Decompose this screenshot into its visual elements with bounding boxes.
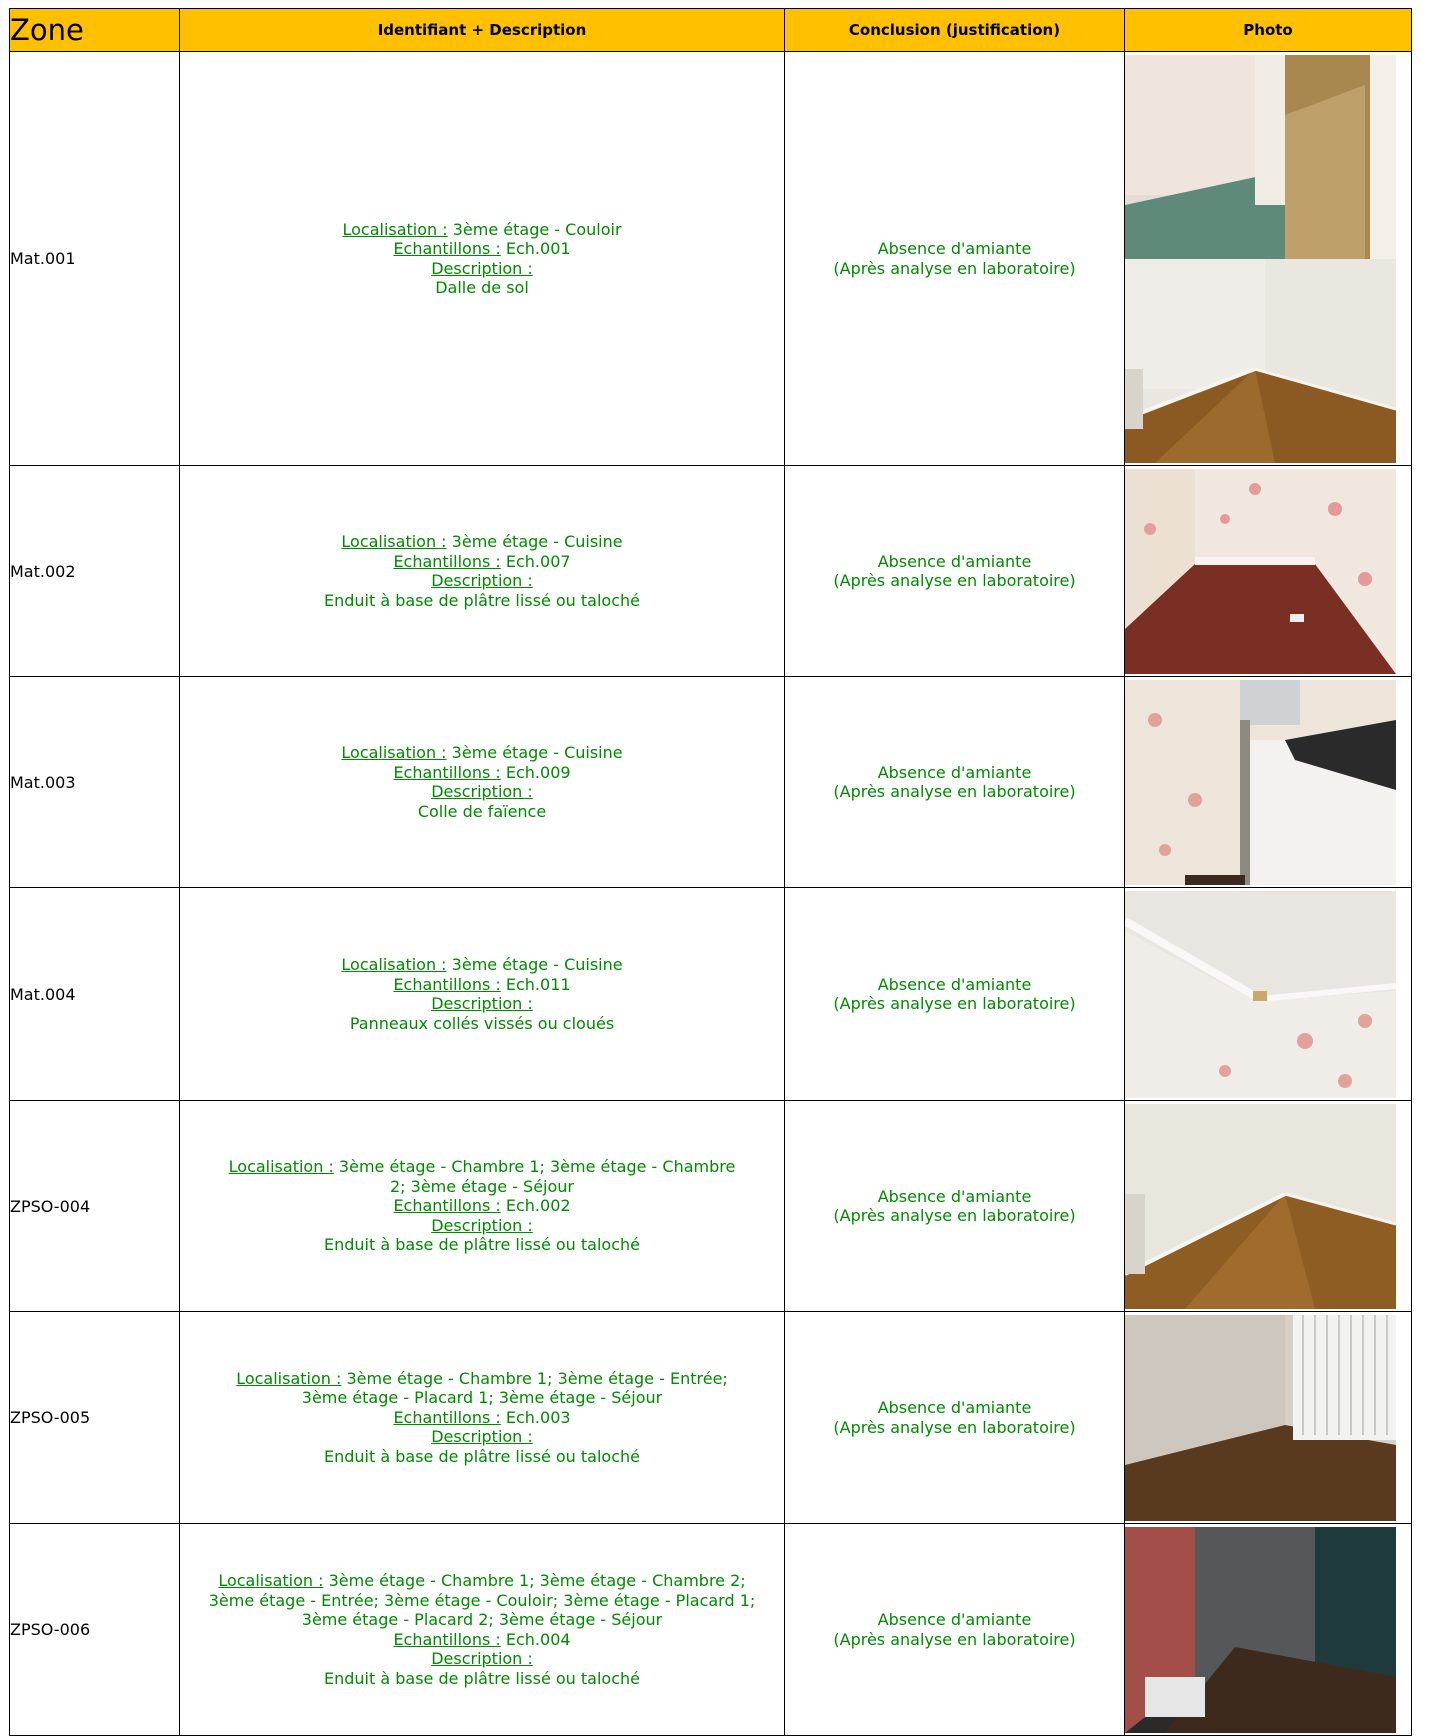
description-label: Description : <box>431 571 533 590</box>
localisation-label: Localisation : <box>341 532 447 551</box>
hall-green-carpet-photo[interactable] <box>1125 55 1396 259</box>
header-photo: Photo <box>1125 9 1412 52</box>
description-value: Dalle de sol <box>435 278 529 297</box>
conclusion-justification: (Après analyse en laboratoire) <box>833 1417 1076 1437</box>
photo-cell <box>1125 466 1412 677</box>
conclusion-result: Absence d'amiante <box>877 239 1032 258</box>
table-row <box>10 52 1412 466</box>
header-row <box>10 9 1412 52</box>
description-cell <box>180 1524 785 1736</box>
description-label: Description : <box>431 994 533 1013</box>
zone-cell: Mat.001 <box>10 52 180 466</box>
description-cell <box>180 466 785 677</box>
echantillons-label: Echantillons : <box>393 239 501 258</box>
conclusion-cell <box>785 466 1125 677</box>
localisation-value: 3ème étage - Chambre 1; 3ème étage - Chambre 2; 3ème étage - Entrée; 3ème étage - Couloir; 3ème étage - Placard 1; 3ème étage - Placard 2; 3ème étage - Séjour <box>208 1571 756 1629</box>
conclusion-cell <box>785 1101 1125 1312</box>
zone-cell: ZPSO-005 <box>10 1312 180 1524</box>
conclusion-justification: (Après analyse en laboratoire) <box>833 994 1076 1013</box>
description-cell <box>180 888 785 1101</box>
description-value: Enduit à base de plâtre lissé ou taloché <box>324 1668 640 1688</box>
ceiling-panel-photo[interactable] <box>1125 891 1396 1098</box>
description-label: Description : <box>431 1215 533 1235</box>
diagnostic-table <box>9 8 1412 1736</box>
localisation-value: 3ème étage - Cuisine <box>451 743 623 762</box>
photo-cell <box>1125 52 1412 466</box>
description-value: Enduit à base de plâtre lissé ou taloché <box>324 590 640 610</box>
photo-cell <box>1125 888 1412 1101</box>
zone-cell: ZPSO-006 <box>10 1524 180 1736</box>
echantillons-value: Ech.011 <box>505 974 571 994</box>
description-cell <box>180 52 785 466</box>
conclusion-cell <box>785 888 1125 1101</box>
localisation-label: Localisation : <box>341 743 447 762</box>
localisation-label: Localisation : <box>228 1157 334 1177</box>
header-description: Identifiant + Description <box>180 9 785 52</box>
conclusion-cell <box>785 1524 1125 1736</box>
echantillons-label: Echantillons : <box>393 1196 501 1216</box>
kitchen-tile-corner-photo[interactable] <box>1125 469 1396 674</box>
header-zone: Zone <box>10 9 180 52</box>
table-row <box>10 677 1412 888</box>
description-value: Enduit à base de plâtre lissé ou taloché <box>324 1446 640 1466</box>
echantillons-value: Ech.007 <box>505 551 571 571</box>
photo-cell <box>1125 1101 1412 1312</box>
conclusion-result: Absence d'amiante <box>877 1186 1032 1206</box>
photo-cell <box>1125 677 1412 888</box>
echantillons-value: Ech.004 <box>505 1629 571 1649</box>
table-row <box>10 466 1412 677</box>
localisation-label: Localisation : <box>236 1368 342 1388</box>
description-value: Enduit à base de plâtre lissé ou taloché <box>324 1235 640 1255</box>
table-row <box>10 1524 1412 1736</box>
conclusion-result: Absence d'amiante <box>877 974 1032 994</box>
localisation-value: 3ème étage - Cuisine <box>451 955 623 974</box>
echantillons-label: Echantillons : <box>393 974 501 994</box>
table-row <box>10 1101 1412 1312</box>
conclusion-justification: (Après analyse en laboratoire) <box>833 782 1076 801</box>
table-row <box>10 1312 1412 1524</box>
localisation-label: Localisation : <box>218 1571 324 1590</box>
description-cell <box>180 677 785 888</box>
zone-cell: ZPSO-004 <box>10 1101 180 1312</box>
conclusion-justification: (Après analyse en laboratoire) <box>833 1206 1076 1225</box>
table-row <box>10 888 1412 1101</box>
photo-cell <box>1125 1524 1412 1736</box>
description-label: Description : <box>431 1649 533 1668</box>
echantillons-label: Echantillons : <box>393 1407 501 1427</box>
localisation-value: 3ème étage - Chambre 1; 3ème étage - Entrée; 3ème étage - Placard 1; 3ème étage - Séjour <box>301 1368 728 1408</box>
dark-doorway-photo[interactable] <box>1125 1527 1396 1733</box>
conclusion-justification: (Après analyse en laboratoire) <box>833 1629 1076 1649</box>
description-label: Description : <box>431 782 533 801</box>
parquet-corner-photo[interactable] <box>1125 259 1396 463</box>
localisation-label: Localisation : <box>341 955 447 974</box>
kitchen-counter-photo[interactable] <box>1125 680 1396 885</box>
echantillons-label: Echantillons : <box>393 762 501 782</box>
echantillons-label: Echantillons : <box>393 1629 501 1649</box>
echantillons-value: Ech.003 <box>505 1407 571 1427</box>
zone-cell: Mat.003 <box>10 677 180 888</box>
localisation-value: 3ème étage - Chambre 1; 3ème étage - Chambre 2; 3ème étage - Séjour <box>338 1157 736 1196</box>
conclusion-cell <box>785 52 1125 466</box>
description-label: Description : <box>431 1427 533 1447</box>
conclusion-result: Absence d'amiante <box>877 1398 1032 1417</box>
localisation-value: 3ème étage - Cuisine <box>451 532 623 551</box>
radiator-room-photo[interactable] <box>1125 1315 1396 1521</box>
conclusion-result: Absence d'amiante <box>877 1610 1032 1629</box>
bedroom-parquet-photo[interactable] <box>1125 1104 1396 1309</box>
description-value: Colle de faïence <box>417 801 547 821</box>
echantillons-value: Ech.002 <box>505 1196 571 1216</box>
echantillons-value: Ech.001 <box>505 239 571 258</box>
conclusion-result: Absence d'amiante <box>877 551 1032 571</box>
photo-cell <box>1125 1312 1412 1524</box>
echantillons-label: Echantillons : <box>393 551 501 571</box>
echantillons-value: Ech.009 <box>505 762 571 782</box>
conclusion-cell <box>785 677 1125 888</box>
conclusion-result: Absence d'amiante <box>877 762 1032 782</box>
conclusion-justification: (Après analyse en laboratoire) <box>833 258 1076 278</box>
conclusion-justification: (Après analyse en laboratoire) <box>833 571 1076 590</box>
localisation-value: 3ème étage - Couloir <box>452 219 622 239</box>
description-cell <box>180 1312 785 1524</box>
zone-cell: Mat.002 <box>10 466 180 677</box>
localisation-label: Localisation : <box>342 219 448 239</box>
description-value: Panneaux collés vissés ou cloués <box>349 1013 615 1033</box>
description-cell <box>180 1101 785 1312</box>
description-label: Description : <box>431 258 533 278</box>
conclusion-cell <box>785 1312 1125 1524</box>
header-conclusion: Conclusion (justification) <box>785 9 1125 52</box>
zone-cell: Mat.004 <box>10 888 180 1101</box>
